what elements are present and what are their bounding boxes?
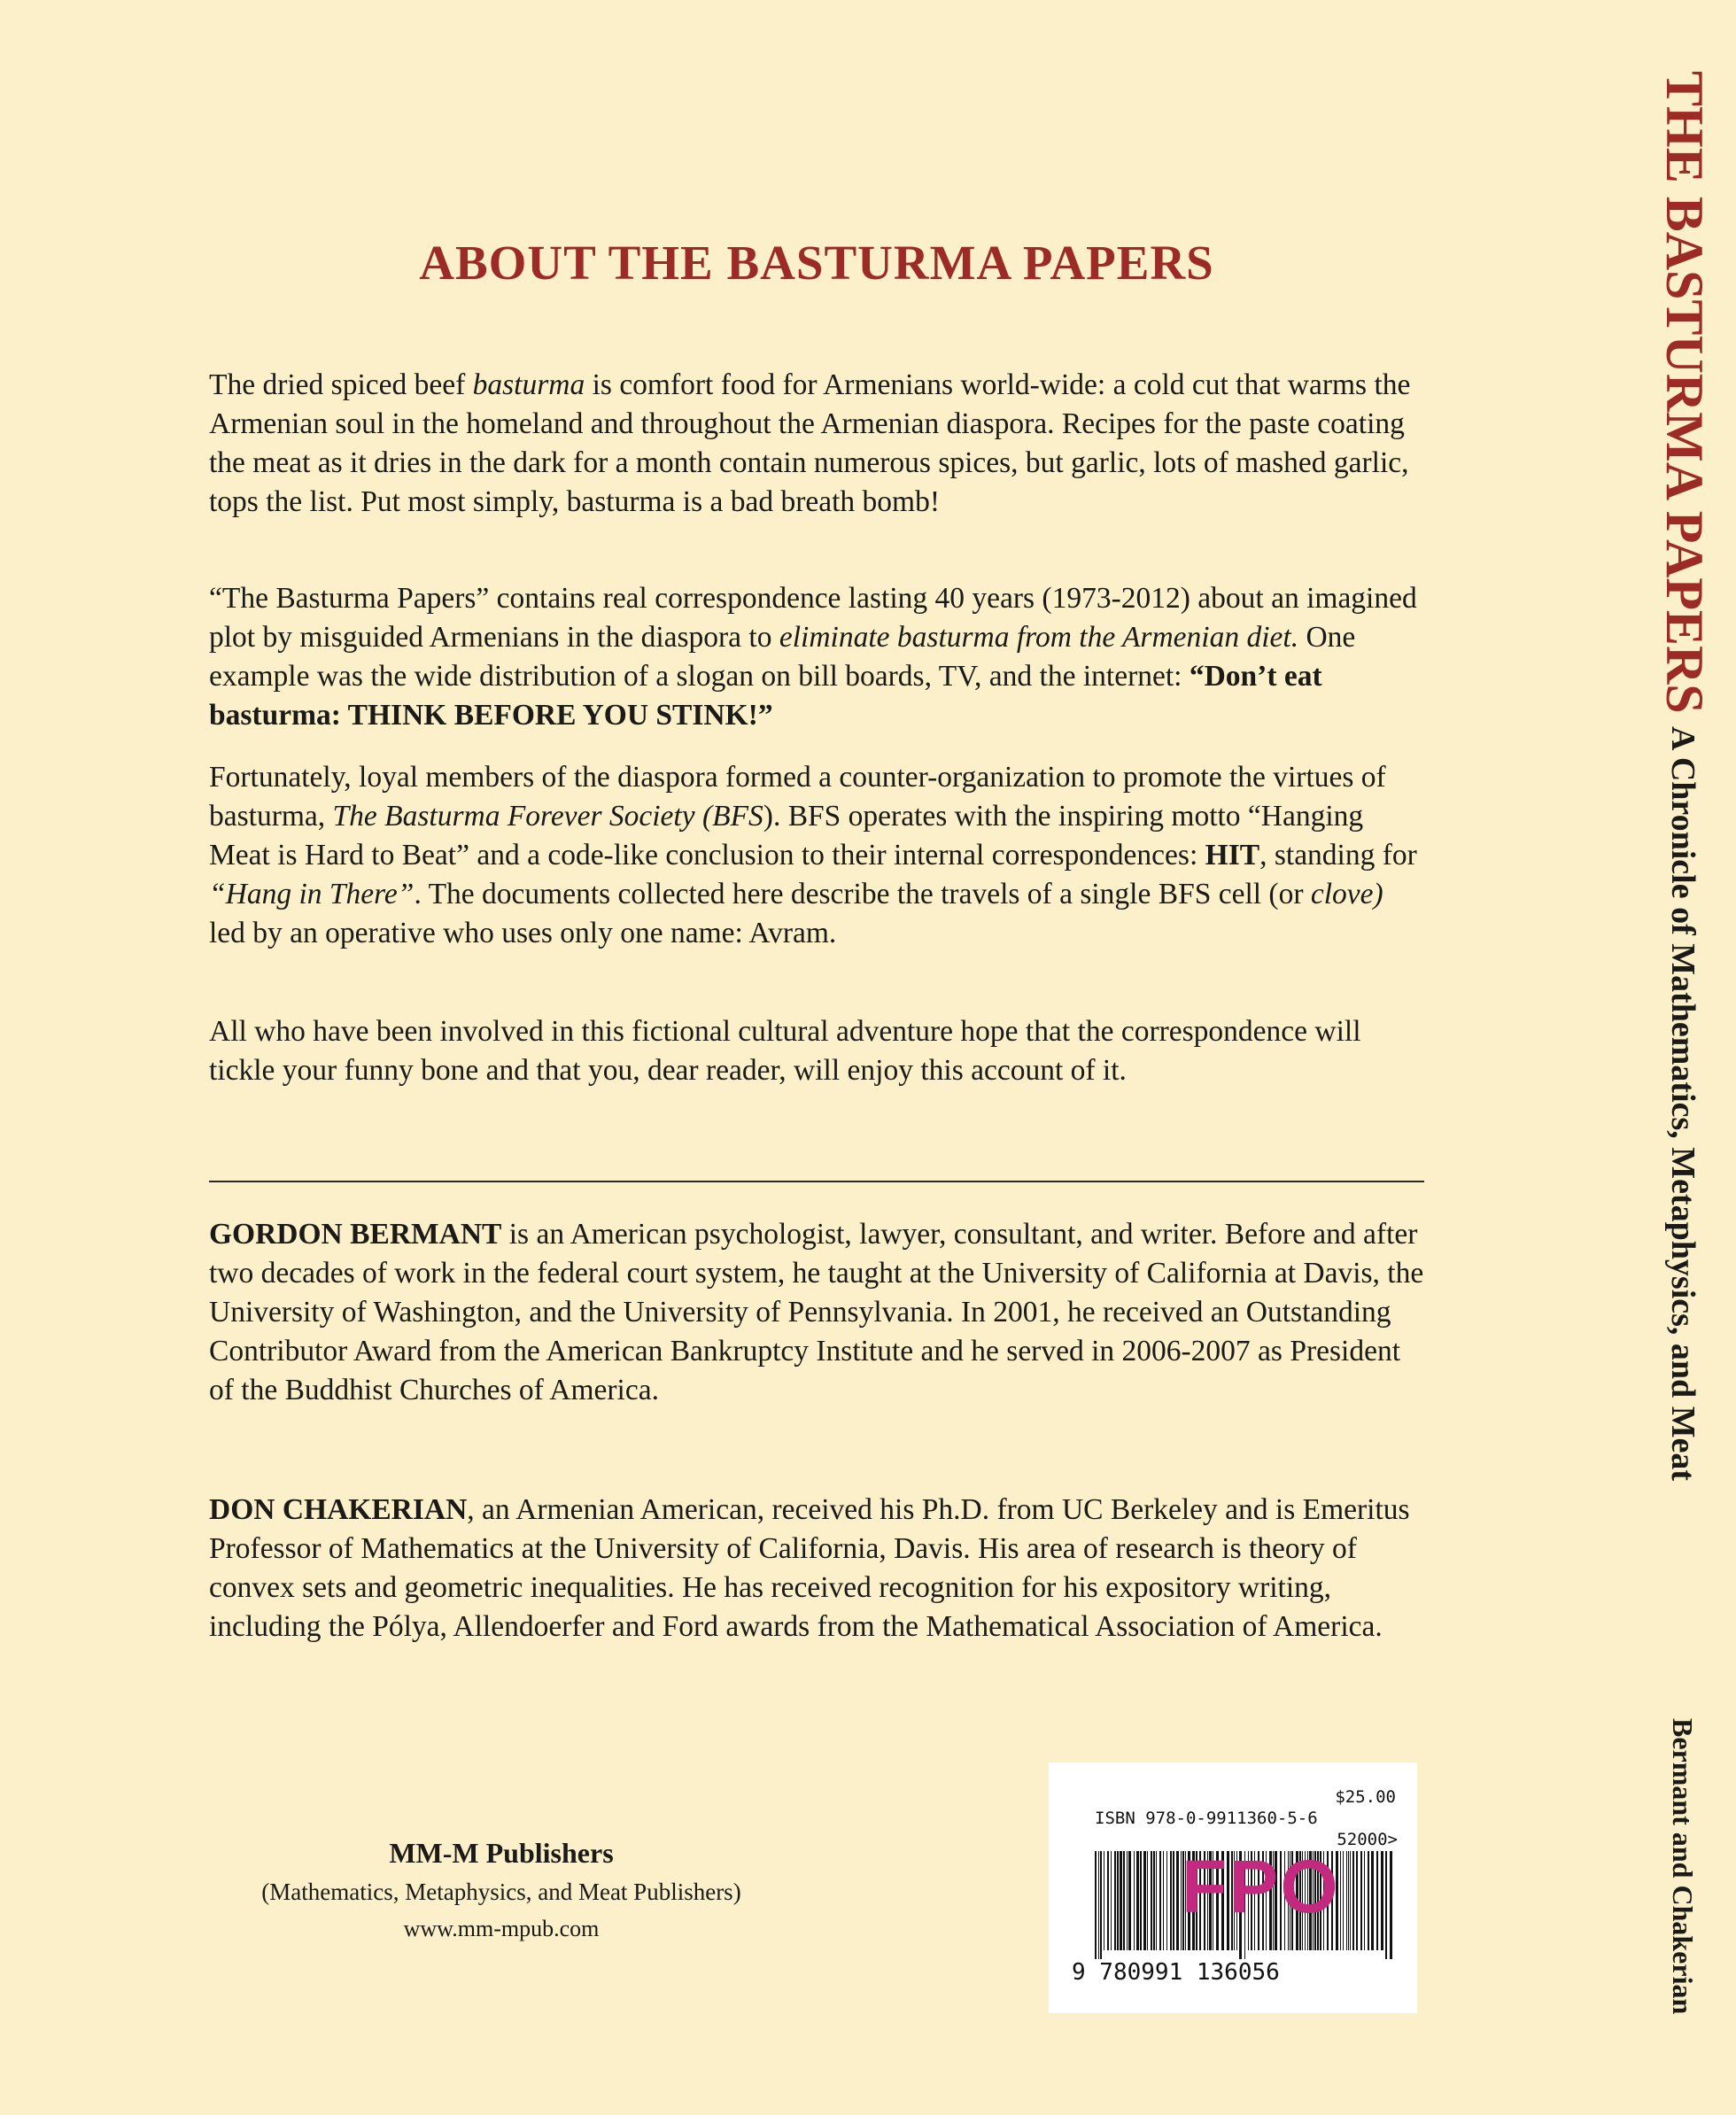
publisher-subtitle: (Mathematics, Metaphysics, and Meat Publishers) [261,1879,741,1905]
spine-authors: Bermant and Chakerian [1667,1718,1699,2015]
intro-paragraph: The dried spiced beef basturma is comfort food for Armenians world-wide: a cold cut that warms the Armenian soul in the homeland and throughout the Armenian diaspora. Recipes for the paste coating the meat as it dries in the dark for a month contain numerous spices, but garlic, lots of mashed garlic, tops the list. Put most simply, basturma is a bad breath bomb! [209,368,1411,518]
barcode-price: $25.00 [1335,1787,1396,1807]
spine-title: THE BASTURMA PAPERS [1655,71,1714,714]
plot-paragraph: “The Basturma Papers” contains real correspondence lasting 40 years (1973-2012) about an imagined plot by misguided Armenians in the diaspora to eliminate basturma from the Armenian diet. One example was the wide distribution of a slogan on bill boards, TV, and the internet: “Don’t eat basturma: THINK BEFORE YOU STINK!” [209,582,1417,732]
barcode-digits: 9 780991 136056 [1072,1959,1280,1986]
spine-subtitle: A Chronicle of Mathematics, Metaphysics, and Meat [1664,726,1701,1482]
isbn-barcode [1049,1762,1417,2013]
publisher-block [209,1833,794,1947]
barcode-isbn: ISBN 978-0-9911360-5-6 [1095,1809,1318,1828]
closing-paragraph: All who have been involved in this fictional cultural adventure hope that the correspondence will tickle your funny bone and that you, dear reader, will enjoy this account of it. [209,1015,1361,1087]
publisher-url: www.mm-mpub.com [403,1916,600,1941]
bfs-paragraph: Fortunately, loyal members of the diaspora formed a counter-organization to promote the virtues of basturma, The Basturma Forever Society (BFS). BFS operates with the inspiring motto “Hanging Meat is Hard to Beat” and a code-like conclusion to their internal correspondences: HIT, standing for “Hang in There”. The documents collected here describe the travels of a single BFS cell (or clove) led by an operative who uses only one name: Avram. [209,761,1417,949]
section-divider [209,1181,1424,1182]
fpo-placeholder: FPO [1182,1845,1340,1928]
publisher-name: MM-M Publishers [389,1837,614,1869]
back-cover-title: ABOUT THE BASTURMA PAPERS [419,236,1214,290]
bio-bermant: GORDON BERMANT is an American psychologist, lawyer, consultant, and writer. Before and after two decades of work in the federal court system, he taught at the University of California at Davis, the University of Washington, and the University of Pennsylvania. In 2001, he received an Outstanding Contributor Award from the American Bankruptcy Institute and he served in 2006-2007 as President of the Buddhist Churches of America. [209,1218,1424,1406]
spine [1646,0,1724,2115]
barcode-addon: 52000> [1337,1830,1398,1849]
bio-chakerian: DON CHAKERIAN, an Armenian American, received his Ph.D. from UC Berkeley and is Emeritus Professor of Mathematics at the University of California, Davis. His area of research is theory of convex sets and geometric inequalities. He has received recognition for his expository writing, including the Pólya, Allendoerfer and Ford awards from the Mathematical Association of America. [209,1493,1410,1643]
